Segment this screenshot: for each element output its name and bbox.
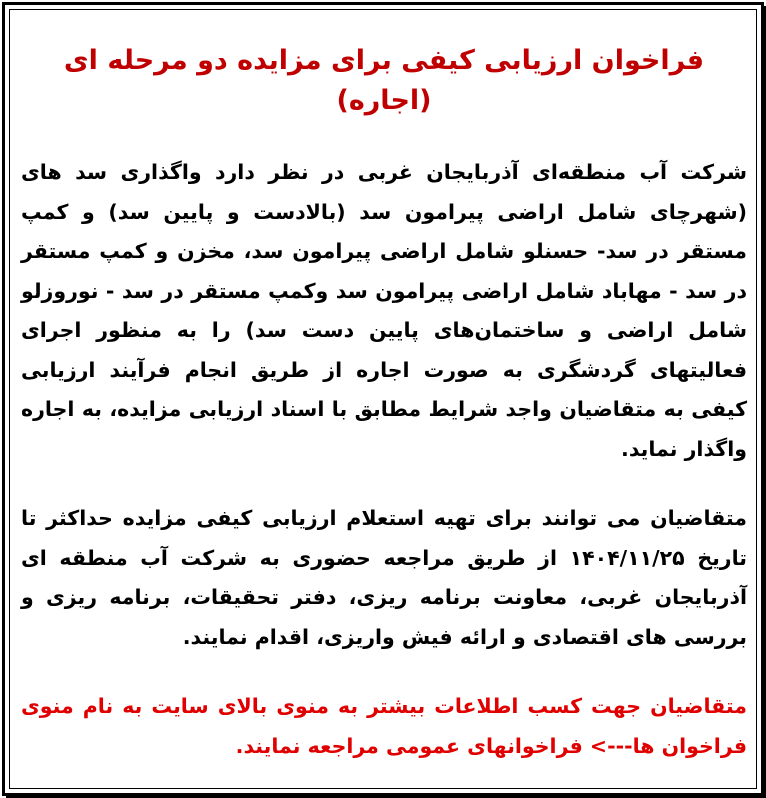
announcement-frame <box>2 2 764 796</box>
announcement-paragraph-deadline: متقاضیان می توانند برای تهیه استعلام ارزیابی کیفی مزایده حداکثر تا تاریخ ۱۴۰۴/۱۱/۲۵ از طریق مراجعه حضوری به شرکت آب منطقه ای آذربایجان غربی، معاونت برنامه ریزی، دفتر تحقیقات، برنامه ریزی و بررسی های اقتصادی و ارائه فیش واریزی، اقدام نمایند. <box>21 506 747 649</box>
announcement-notice: متقاضیان جهت کسب اطلاعات بیشتر به منوی بالای سایت به نام منوی فراخوان ها---> فراخوانهای عمومی مراجعه نمایند. <box>21 694 747 758</box>
announcement-title: فراخوان ارزیابی کیفی برای مزایده دو مرحله ای (اجاره) <box>63 45 705 116</box>
announcement-paragraph-description: شرکت آب منطقه‌ای آذربایجان غربی در نظر دارد واگذاری سد های (شهرچای شامل اراضی پیرامون سد (بالادست و پایین سد) و کمپ مستقر در سد- حسنلو شامل اراضی پیرامون سد، مخزن و کمپ مستقر در سد - مهاباد شامل اراضی پیرامون سد وکمپ مستقر در سد - نوروزلو شامل اراضی و ساختمان‌های پایین دست سد) را به منظور اجرای فعالیتهای گردشگری به صورت اجاره از طریق انجام فرآیند ارزیابی کیفی به متقاضیان واجد شرایط مطابق با اسناد ارزیابی مزایده، به اجاره واگذار نماید. <box>21 160 747 461</box>
announcement-content <box>21 41 747 766</box>
